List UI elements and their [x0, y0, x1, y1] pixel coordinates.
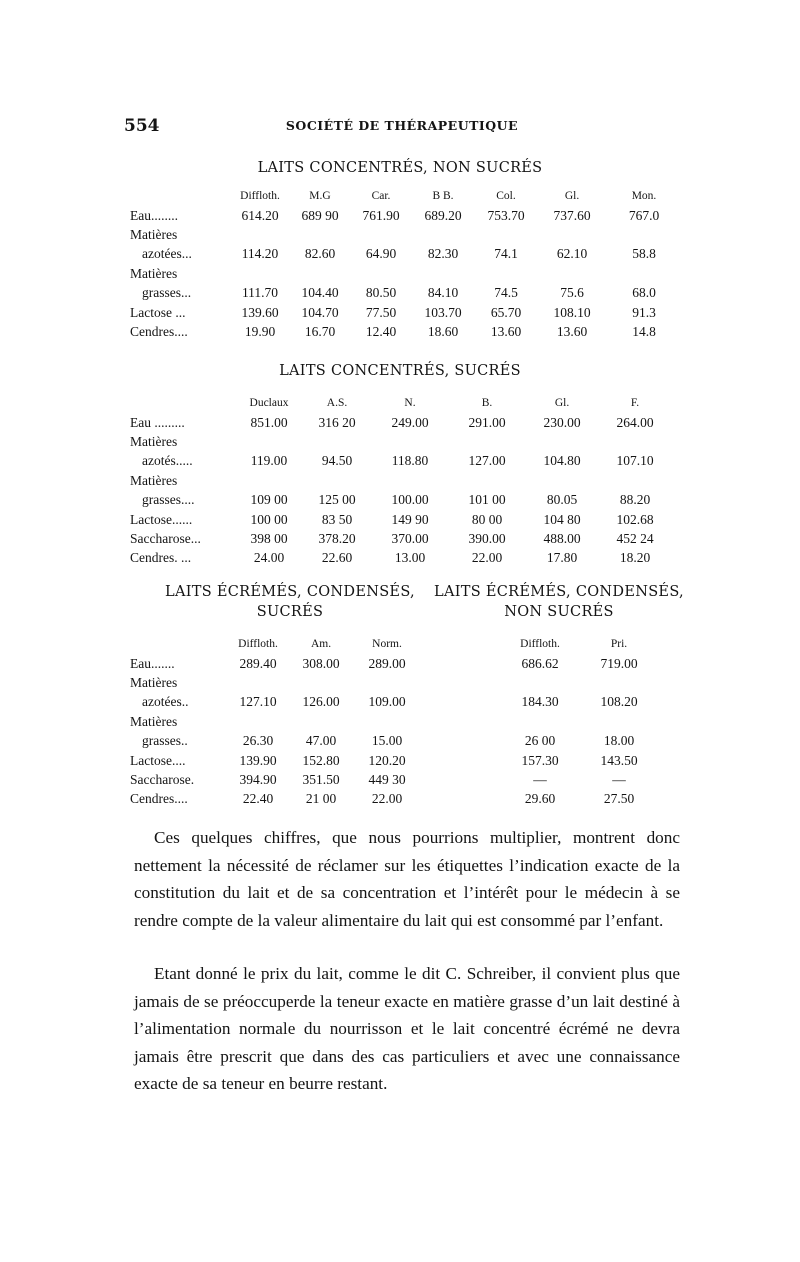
- column-header: N.: [404, 397, 416, 409]
- cell: 84.10: [427, 285, 459, 300]
- cell: 139.90: [239, 752, 277, 768]
- column-header: F.: [630, 397, 640, 409]
- cell: 614.20: [241, 207, 279, 223]
- cell: 77.50: [365, 304, 397, 320]
- cell: 125 00: [318, 492, 356, 507]
- cell: 100 00: [250, 511, 288, 527]
- column-header: Col.: [496, 190, 516, 202]
- cell: 152.80: [302, 752, 340, 768]
- column-header: B B.: [432, 190, 454, 202]
- column-header: Am.: [310, 638, 332, 650]
- cell: 26 00: [524, 733, 556, 748]
- row-label: Eau.......: [130, 655, 175, 671]
- table3-right-title: [425, 582, 693, 622]
- table-laits-concentres-non-sucres: [130, 186, 680, 341]
- cell: 12.40: [365, 323, 397, 339]
- column-header: Gl.: [554, 397, 570, 409]
- cell: 390.00: [468, 530, 506, 546]
- cell: 19.90: [244, 323, 276, 339]
- table-row: [130, 712, 658, 731]
- row-label: Matières: [130, 713, 178, 729]
- row-label: Matières: [130, 472, 178, 488]
- running-title: SOCIÉTÉ DE THÉRAPEUTIQUE: [285, 118, 519, 133]
- cell: 27.50: [603, 790, 635, 806]
- table-row: [130, 490, 670, 510]
- cell: 101 00: [468, 492, 506, 507]
- cell: 291.00: [468, 414, 506, 430]
- cell: 15.00: [371, 733, 403, 748]
- cell: 351.50: [302, 771, 340, 787]
- cell: 184.30: [521, 694, 559, 709]
- cell: 143.50: [600, 752, 638, 768]
- table-row: [130, 673, 658, 692]
- cell: 719.00: [600, 655, 638, 671]
- row-label: Matières: [130, 226, 178, 242]
- table3-left-subtitle: SUCRÉS: [256, 604, 324, 620]
- table-row: [130, 692, 658, 712]
- column-header: Norm.: [372, 638, 402, 650]
- column-header: Diffloth.: [520, 638, 560, 650]
- cell: 26.30: [242, 733, 274, 748]
- table-row: [130, 206, 680, 225]
- cell: 308.00: [302, 655, 340, 671]
- cell: 104.80: [543, 453, 581, 468]
- cell: 109.00: [368, 694, 406, 709]
- cell: 761.90: [362, 207, 400, 223]
- cell: 14.8: [632, 323, 656, 339]
- column-header: M.G: [309, 190, 331, 202]
- cell: 94.50: [321, 453, 353, 468]
- cell: 289.00: [368, 655, 406, 671]
- cell: 18.20: [619, 549, 651, 565]
- cell: 127.00: [468, 453, 506, 468]
- row-label: azotées...: [142, 246, 192, 261]
- table3-left-title: [150, 582, 430, 622]
- cell: 686.62: [521, 655, 559, 671]
- table-row: [130, 471, 670, 490]
- column-header: Duclaux: [249, 397, 289, 409]
- cell: 449 30: [368, 771, 406, 787]
- cell: 18.00: [603, 733, 635, 748]
- column-header: Diffloth.: [238, 638, 278, 650]
- table-row: [130, 654, 658, 673]
- cell: 230.00: [543, 414, 581, 430]
- cell: 111.70: [241, 285, 279, 300]
- column-header: Pri.: [610, 638, 628, 650]
- table3-right-title-line: LAITS ÉCRÉMÉS, CONDENSÉS,: [434, 584, 684, 600]
- cell: 108.20: [600, 694, 638, 709]
- cell: 689.20: [424, 207, 462, 223]
- cell: 21 00: [305, 790, 337, 806]
- cell: 104.40: [301, 285, 339, 300]
- table-row: [130, 244, 680, 264]
- cell: 264.00: [616, 414, 654, 430]
- table2-title: LAITS CONCENTRÉS, SUCRÉS: [279, 363, 521, 379]
- cell: 102.68: [616, 511, 654, 527]
- cell: 13.60: [556, 323, 588, 339]
- row-label: Lactose....: [130, 752, 186, 768]
- cell: 80 00: [471, 511, 503, 527]
- row-label: azotées..: [142, 694, 189, 709]
- table-row: [130, 731, 658, 751]
- row-label: Lactose......: [130, 511, 193, 527]
- cell: 249.00: [391, 414, 429, 430]
- column-header: B.: [481, 397, 493, 409]
- cell: 126.00: [302, 694, 340, 709]
- cell: 689 90: [301, 207, 339, 223]
- cell: 91.3: [632, 304, 656, 320]
- row-label: Saccharose.: [130, 771, 195, 787]
- row-label: Matières: [130, 674, 178, 690]
- cell: 75.6: [560, 285, 584, 300]
- cell: 74.5: [494, 285, 518, 300]
- row-label: Lactose ...: [130, 304, 186, 320]
- row-label: grasses....: [142, 492, 195, 507]
- cell: 767.0: [628, 207, 660, 223]
- cell: 82.60: [304, 246, 336, 261]
- cell: —: [612, 771, 626, 787]
- cell: 100.00: [391, 492, 429, 507]
- body-paragraph-1: Ces quelques chiffres, que nous pourrions multiplier, montrent donc nettement la nécessité de réclamer sur les étiquettes l’indication exacte de la constitution du lait et de sa concentration et l’intérêt pour le médecin à se rendre compte de la valeur alimentaire du lait qui est consommé par l’enfant.: [134, 828, 680, 930]
- cell: 18.60: [427, 323, 459, 339]
- cell: 80.50: [365, 285, 397, 300]
- cell: 24.00: [253, 549, 285, 565]
- table-row: [130, 225, 680, 244]
- table-row: [130, 264, 680, 283]
- cell: 103.70: [424, 304, 462, 320]
- row-label: Matières: [130, 433, 178, 449]
- cell: 378.20: [318, 530, 356, 546]
- cell: 22.60: [321, 549, 353, 565]
- table-row: [130, 413, 670, 432]
- table-row: [130, 548, 670, 567]
- cell: 58.8: [632, 246, 656, 261]
- cell: 74.1: [494, 246, 518, 261]
- table3-right-subtitle: NON SUCRÉS: [504, 604, 614, 620]
- cell: 149 90: [391, 511, 429, 527]
- cell: 452 24: [616, 530, 654, 546]
- page-number: 554: [124, 116, 160, 136]
- cell: 109 00: [250, 492, 288, 507]
- page-header: [124, 116, 680, 140]
- table-row: [130, 510, 670, 529]
- row-label: Saccharose...: [130, 530, 201, 546]
- cell: 104.70: [301, 304, 339, 320]
- cell: 737.60: [553, 207, 591, 223]
- cell: 370.00: [391, 530, 429, 546]
- cell: 753.70: [487, 207, 525, 223]
- table-row: [130, 283, 680, 303]
- cell: 65.70: [490, 304, 522, 320]
- table-row: [130, 789, 658, 808]
- cell: 47.00: [305, 733, 337, 748]
- cell: 22.00: [471, 549, 503, 565]
- cell: 398 00: [250, 530, 288, 546]
- cell: 68.0: [632, 285, 656, 300]
- table3-left-title-line: LAITS ÉCRÉMÉS, CONDENSÉS,: [165, 584, 415, 600]
- cell: 80.05: [546, 492, 578, 507]
- column-header: A.S.: [326, 397, 348, 409]
- cell: 29.60: [524, 790, 556, 806]
- cell: 119.00: [250, 453, 288, 468]
- table-row: [130, 770, 658, 789]
- cell: 108.10: [553, 304, 591, 320]
- table-row: [130, 751, 658, 770]
- cell: 16.70: [304, 323, 336, 339]
- table-row: [130, 322, 680, 341]
- row-label: azotés.....: [142, 453, 193, 468]
- cell: —: [533, 771, 547, 787]
- cell: 17.80: [546, 549, 578, 565]
- cell: 851.00: [250, 414, 288, 430]
- cell: 88.20: [619, 492, 651, 507]
- cell: 107.10: [616, 453, 654, 468]
- cell: 127.10: [239, 694, 277, 709]
- column-header: Car.: [371, 190, 391, 202]
- row-label: Matières: [130, 265, 178, 281]
- table-row: [130, 432, 670, 451]
- cell: 82.30: [427, 246, 459, 261]
- cell: 157.30: [521, 752, 559, 768]
- cell: 139.60: [241, 304, 279, 320]
- column-header: Mon.: [631, 190, 657, 202]
- row-label: Cendres....: [130, 323, 188, 339]
- table-row: [130, 451, 670, 471]
- cell: 62.10: [556, 246, 588, 261]
- cell: 83 50: [321, 511, 353, 527]
- row-label: grasses..: [142, 733, 188, 748]
- cell: 118.80: [391, 453, 429, 468]
- cell: 120.20: [368, 752, 406, 768]
- cell: 104 80: [543, 511, 581, 527]
- table1-title: LAITS CONCENTRÉS, NON SUCRÉS: [257, 160, 543, 176]
- table-laits-concentres-sucres: [130, 393, 670, 567]
- body-paragraph-2: Etant donné le prix du lait, comme le dit C. Schreiber, il convient plus que jamais de se préoccuperde la teneur exacte en matière grasse d’un lait destiné à l’alimentation normale du nourrisson et le lait concentré écrémé ne devra jamais être prescrit que dans des cas particuliers et avec une connaissance exacte de sa teneur en beurre restant.: [134, 964, 680, 1093]
- cell: 13.60: [490, 323, 522, 339]
- column-header: Diffloth.: [240, 190, 280, 202]
- cell: 114.20: [241, 246, 279, 261]
- cell: 13.00: [394, 549, 426, 565]
- table-laits-ecremes-condenses: [130, 634, 658, 808]
- cell: 394.90: [239, 771, 277, 787]
- row-label: Eau .........: [130, 414, 185, 430]
- cell: 289.40: [239, 655, 277, 671]
- row-label: Cendres....: [130, 790, 188, 806]
- cell: 22.00: [371, 790, 403, 806]
- cell: 64.90: [365, 246, 397, 261]
- cell: 22.40: [242, 790, 274, 806]
- row-label: Eau........: [130, 207, 178, 223]
- row-label: grasses...: [142, 285, 192, 300]
- column-header: Gl.: [564, 190, 580, 202]
- table-row: [130, 303, 680, 322]
- cell: 316 20: [318, 414, 356, 430]
- table-row: [130, 529, 670, 548]
- cell: 488.00: [543, 530, 581, 546]
- row-label: Cendres. ...: [130, 549, 192, 565]
